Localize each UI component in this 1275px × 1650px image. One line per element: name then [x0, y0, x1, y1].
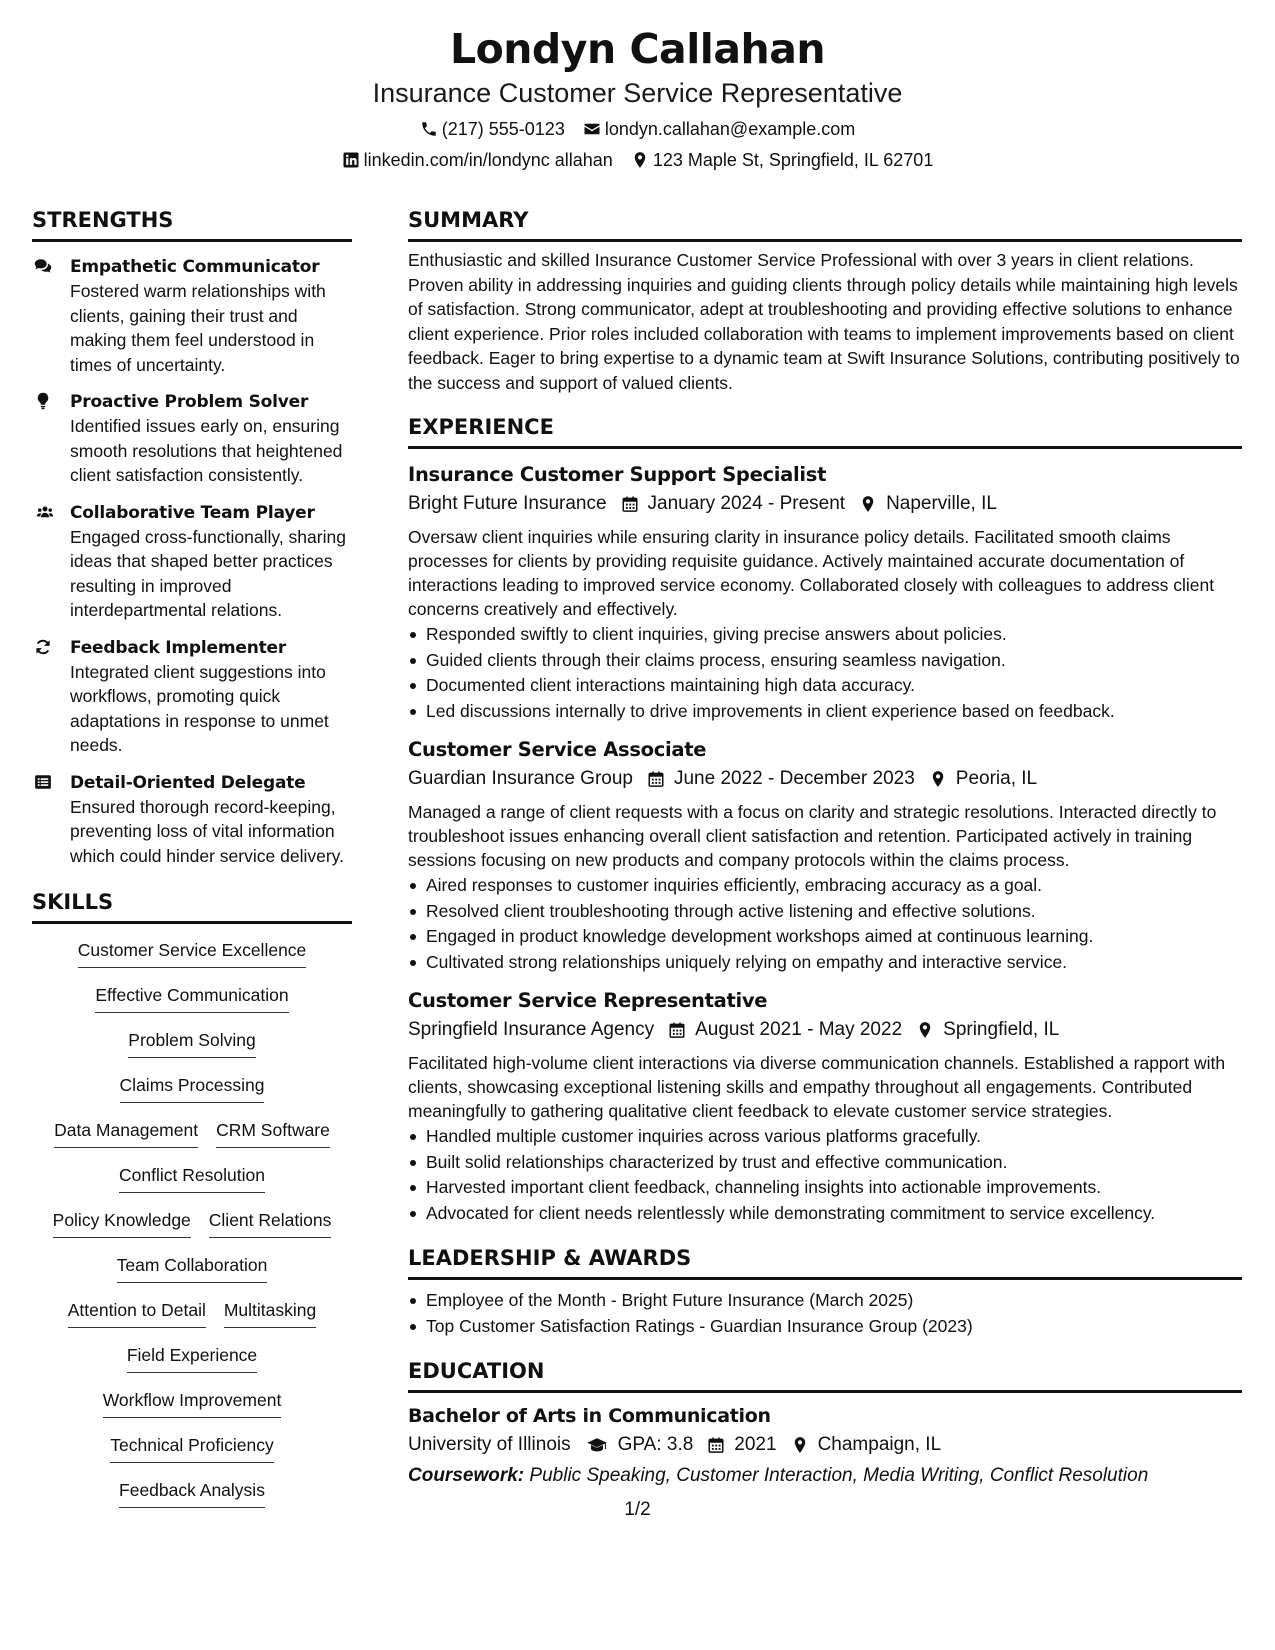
strength-title: Feedback Implementer [70, 637, 287, 658]
skill-row [68, 1298, 317, 1343]
list-item: Led discussions internally to drive improvements in client experience based on feedback. [408, 699, 1242, 725]
list-item: Responded swiftly to client inquiries, giving precise answers about policies. [408, 622, 1242, 648]
email-contact[interactable] [583, 117, 855, 141]
list-item: Resolved client troubleshooting through active listening and effective solutions. [408, 899, 1242, 925]
education-gpa: GPA: 3.8 [585, 1431, 694, 1459]
strength-title: Empathetic Communicator [70, 257, 320, 277]
education-heading: EDUCATION [408, 1357, 1242, 1393]
phone-contact [420, 117, 565, 141]
list-item: Built solid relationships characterized by trust and effective communication. [408, 1150, 1242, 1176]
job-title: Customer Service Associate [408, 738, 707, 761]
job-company: Springfield Insurance Agency [408, 1019, 655, 1040]
linkedin-contact[interactable] [342, 148, 613, 172]
skill-tag: Policy Knowledge [53, 1208, 191, 1238]
education-year: 2021 [707, 1431, 776, 1459]
coursework-text: Public Speaking, Customer Interaction, Media Writing, Conflict Resolution [529, 1465, 1149, 1486]
resume-header [0, 22, 1275, 172]
map-marker-icon [859, 495, 877, 513]
strengths-heading: STRENGTHS [32, 206, 352, 242]
job-dates: January 2024 - Present [621, 490, 846, 518]
map-marker-icon [791, 1436, 809, 1454]
skill-row [117, 1253, 268, 1298]
sync-icon [34, 638, 52, 656]
job-entry [408, 736, 1242, 975]
skill-tag: Claims Processing [120, 1073, 265, 1103]
strength-desc: Ensured thorough record-keeping, preventing loss of vital information which could hinder service delivery. [70, 796, 344, 866]
candidate-name: Londyn Callahan [449, 25, 826, 73]
skill-tag: Customer Service Excellence [78, 938, 307, 968]
job-meta [408, 765, 1242, 793]
strength-item [32, 636, 352, 758]
skill-row [54, 1118, 330, 1163]
strength-item [32, 771, 352, 869]
page-number: 1/2 [624, 1499, 651, 1520]
education-degree: Bachelor of Arts in Communication [408, 1405, 771, 1427]
skill-tag: Team Collaboration [117, 1253, 268, 1283]
skill-row [128, 1028, 255, 1073]
map-marker-icon [916, 1021, 934, 1039]
contact-row-2 [0, 148, 1275, 172]
envelope-icon [583, 120, 601, 138]
education-meta [408, 1431, 1242, 1459]
summary-text: Enthusiastic and skilled Insurance Customer Service Professional with over 3 years in client relations. Proven ability in addressing inquiries and guiding clients through policy details while maintaining high levels of satisfaction. Strong communicator, adept at troubleshooting and providing effective solutions to enhance client experience. Prior roles included collaboration with teams to implement improvements based on client feedback. Eager to bring expertise to a dynamic team at Swift Insurance Solutions, contributing positively to the success and support of valued clients. [408, 250, 1240, 393]
skill-row [127, 1343, 257, 1388]
map-marker-icon [631, 151, 649, 169]
skill-tag: Technical Proficiency [110, 1433, 273, 1463]
candidate-role: Insurance Customer Service Representative [372, 78, 903, 108]
job-dates: August 2021 - May 2022 [668, 1016, 902, 1044]
phone-text: (217) 555-0123 [441, 119, 565, 139]
list-item: Cultivated strong relationships uniquely relying on empathy and interactive service. [408, 950, 1242, 976]
experience-heading: EXPERIENCE [408, 413, 1242, 449]
skill-tag: Attention to Detail [68, 1298, 206, 1328]
strength-desc: Identified issues early on, ensuring smooth resolutions that heightened client satisfaction consistently. [70, 416, 343, 485]
job-bullets [408, 1124, 1242, 1226]
calendar-icon [707, 1436, 725, 1454]
skill-tag: Feedback Analysis [119, 1478, 265, 1508]
job-title: Insurance Customer Support Specialist [408, 463, 827, 486]
job-company: Bright Future Insurance [408, 493, 607, 514]
job-bullets [408, 622, 1242, 724]
job-location: Naperville, IL [859, 490, 997, 518]
strength-item [32, 390, 352, 488]
job-entry [408, 461, 1242, 724]
skill-row [53, 1208, 332, 1253]
users-icon [34, 503, 56, 521]
strength-item [32, 255, 352, 377]
linkedin-icon [342, 151, 360, 169]
skills-heading: SKILLS [32, 888, 352, 924]
list-item: Documented client interactions maintaining high data accuracy. [408, 673, 1242, 699]
calendar-icon [668, 1021, 686, 1039]
comments-icon [34, 257, 52, 275]
strength-desc: Fostered warm relationships with clients, gaining their trust and making them feel understood in times of uncertainty. [70, 281, 326, 375]
skill-tag: Effective Communication [95, 983, 288, 1013]
job-location: Springfield, IL [916, 1016, 1059, 1044]
job-description: Managed a range of client requests with a focus on clarity and strategic resolutions. Interacted directly to troubleshoot issues enhancing overall client satisfaction and retention. Participated actively in training sessions focusing on new products and company protocols within the claims process. [408, 802, 1217, 870]
email-text[interactable]: londyn.callahan@example.com [604, 119, 856, 139]
coursework [408, 1462, 1242, 1490]
skill-row [119, 1163, 265, 1208]
skill-row [103, 1388, 282, 1433]
strength-title: Collaborative Team Player [70, 502, 315, 523]
skill-tag: Multitasking [224, 1298, 316, 1328]
awards-list [408, 1288, 1242, 1339]
right-column [408, 206, 1242, 1490]
awards-heading: LEADERSHIP & AWARDS [408, 1244, 1242, 1280]
graduation-cap-icon [585, 1436, 609, 1454]
calendar-icon [621, 495, 639, 513]
contact-row-1 [0, 117, 1275, 141]
list-item: Handled multiple customer inquiries across various platforms gracefully. [408, 1124, 1242, 1150]
job-description: Facilitated high-volume client interactions via diverse communication channels. Established a rapport with clients, showcasing exceptional listening skills and empathy throughout all engagements. Contributed meaningfully to gathering qualitative client feedback to elevate customer service strategies. [408, 1053, 1226, 1121]
skill-tag: Client Relations [209, 1208, 332, 1238]
list-item: Aired responses to customer inquiries efficiently, embracing accuracy as a goal. [408, 873, 1242, 899]
job-title: Customer Service Representative [408, 989, 768, 1012]
skill-tag: Problem Solving [128, 1028, 255, 1058]
skill-row [78, 938, 307, 983]
job-bullets [408, 873, 1242, 975]
left-column [32, 206, 352, 1523]
strength-desc: Integrated client suggestions into workflows, promoting quick adaptations in response to unmet needs. [70, 661, 329, 755]
job-dates: June 2022 - December 2023 [647, 765, 915, 793]
summary-heading: SUMMARY [408, 206, 1242, 242]
list-item: Employee of the Month - Bright Future Insurance (March 2025) [408, 1288, 1242, 1314]
skill-tag: Data Management [54, 1118, 198, 1148]
education-school: University of Illinois [408, 1434, 571, 1455]
strength-title: Detail-Oriented Delegate [70, 772, 306, 793]
list-item: Harvested important client feedback, channeling insights into actionable improvements. [408, 1175, 1242, 1201]
phone-icon [420, 120, 438, 138]
job-meta [408, 1016, 1242, 1044]
linkedin-text[interactable]: linkedin.com/in/londync allahan [363, 150, 613, 170]
job-entry [408, 987, 1242, 1226]
list-item: Engaged in product knowledge development workshops aimed at continuous learning. [408, 924, 1242, 950]
job-location: Peoria, IL [929, 765, 1037, 793]
skill-tag: Workflow Improvement [103, 1388, 282, 1418]
job-company: Guardian Insurance Group [408, 768, 633, 789]
skill-row [110, 1433, 273, 1478]
list-alt-icon [34, 773, 52, 791]
address-text: 123 Maple St, Springfield, IL 62701 [652, 150, 934, 170]
coursework-label: Coursework: [408, 1465, 525, 1486]
skill-tag: Conflict Resolution [119, 1163, 265, 1193]
list-item: Top Customer Satisfaction Ratings - Guardian Insurance Group (2023) [408, 1314, 1242, 1340]
strength-title: Proactive Problem Solver [70, 392, 309, 412]
calendar-icon [647, 770, 665, 788]
education-location: Champaign, IL [791, 1431, 942, 1459]
skill-row [120, 1073, 265, 1118]
skill-tag: Field Experience [127, 1343, 257, 1373]
job-description: Oversaw client inquiries while ensuring clarity in insurance policy details. Facilitated smooth claims processes for clients by providing requisite guidance. Actively maintained accurate documentation of interactions leading to improved service economy. Collaborated closely with colleagues to address client concerns creatively and effectively. [408, 527, 1215, 619]
list-item: Guided clients through their claims process, ensuring seamless navigation. [408, 648, 1242, 674]
strength-desc: Engaged cross-functionally, sharing ideas that shaped better practices resulting in improved interdepartmental relations. [70, 526, 346, 620]
list-item: Advocated for client needs relentlessly while demonstrating commitment to service excellency. [408, 1201, 1242, 1227]
job-meta [408, 490, 1242, 518]
address-contact [631, 148, 934, 172]
strength-item [32, 501, 352, 623]
lightbulb-icon [34, 392, 52, 410]
skill-row [95, 983, 288, 1028]
skills-list [32, 938, 352, 1523]
skill-tag: CRM Software [216, 1118, 330, 1148]
map-marker-icon [929, 770, 947, 788]
